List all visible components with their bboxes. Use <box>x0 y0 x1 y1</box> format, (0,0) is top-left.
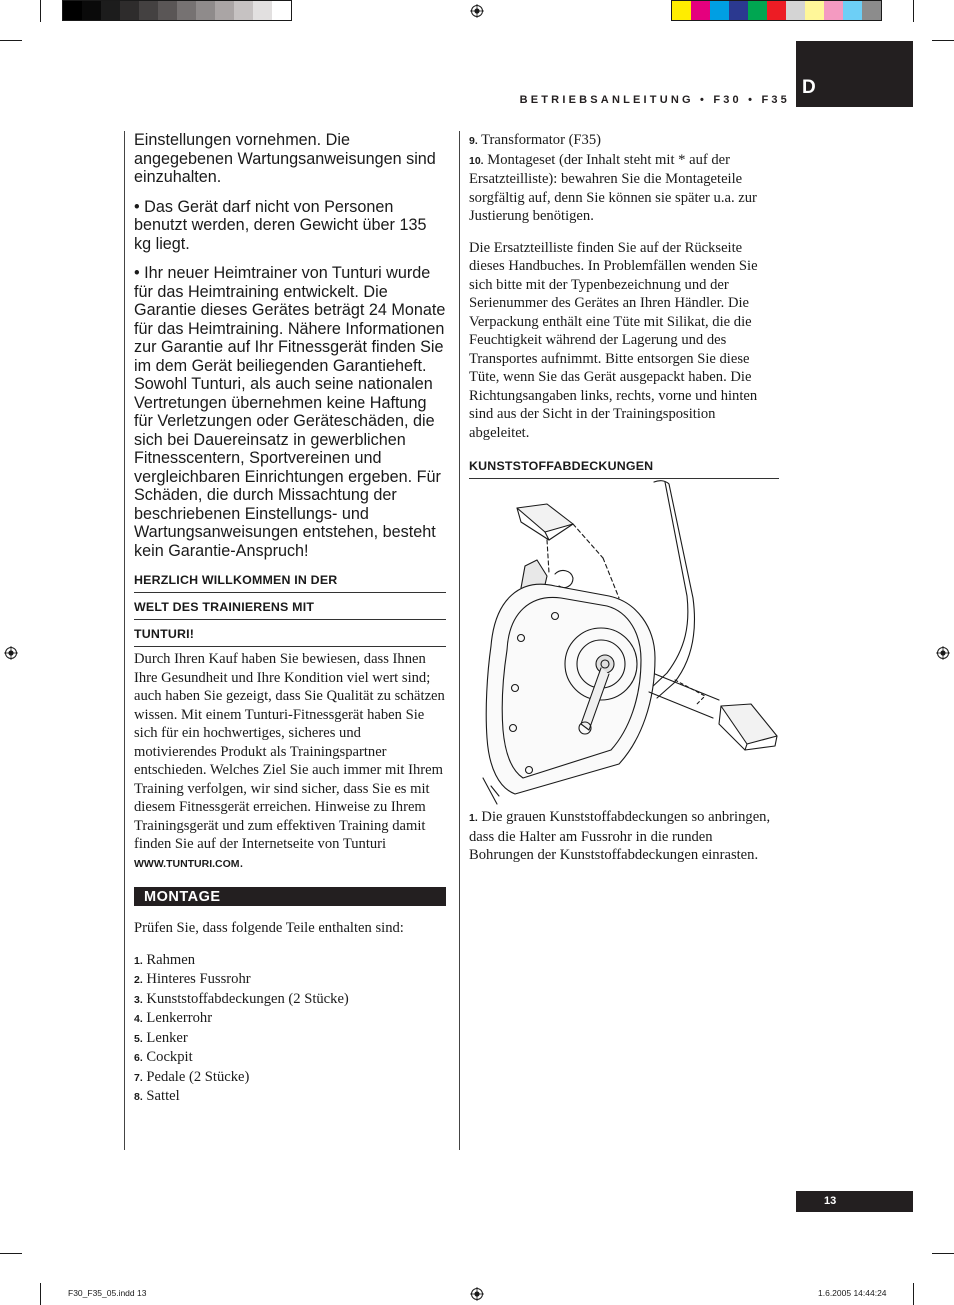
list-item <box>134 1009 446 1029</box>
language-tab <box>796 41 913 107</box>
list-item-text: Transformator (F35) <box>481 132 602 148</box>
gray-swatch <box>82 1 101 20</box>
welcome-heading-line: HERZLICH WILLKOMMEN IN DER <box>134 566 446 593</box>
list-item <box>134 1048 446 1068</box>
list-item <box>134 1029 446 1049</box>
gray-swatch <box>177 1 196 20</box>
column-rule-middle <box>459 131 460 1150</box>
list-item-text: Kunststoffabdeckungen (2 Stücke) <box>146 990 349 1007</box>
welcome-heading <box>134 566 446 647</box>
list-item-number: 5. <box>134 1032 143 1045</box>
registration-mark-right <box>936 646 950 660</box>
plastic-covers-illustration <box>469 478 780 808</box>
list-item <box>134 1068 446 1088</box>
list-item <box>134 970 446 990</box>
left-column <box>134 131 446 1107</box>
color-swatch <box>824 1 843 20</box>
list-item-number: 1. <box>134 954 143 967</box>
weight-limit-paragraph: • Das Gerät darf nicht von Personen benutzt werden, deren Gewicht über 135 kg liegt. <box>134 197 427 253</box>
list-item-text: Rahmen <box>146 951 196 968</box>
running-head: BETRIEBSANLEITUNG • F30 • F35 <box>519 94 790 106</box>
gray-swatch <box>139 1 158 20</box>
list-item-number: 7. <box>134 1071 143 1084</box>
registration-mark-left <box>4 646 18 660</box>
gray-swatch <box>272 1 291 20</box>
slug-file: F30_F35_05.indd 13 <box>68 1288 147 1298</box>
assembly-step-text <box>469 808 779 865</box>
column-rule-left <box>124 131 125 1150</box>
gray-swatch <box>120 1 139 20</box>
list-item <box>469 131 779 151</box>
list-item-number: 3. <box>134 993 143 1006</box>
list-item-number: 8. <box>134 1091 143 1103</box>
color-swatch <box>672 1 691 20</box>
gray-swatch <box>253 1 272 20</box>
website-suffix: . <box>239 854 244 871</box>
color-swatch <box>862 1 881 20</box>
intro-paragraphs <box>134 131 446 560</box>
gray-swatch <box>101 1 120 20</box>
welcome-heading-line: TUNTURI! <box>134 620 446 647</box>
list-item-number: 10. <box>469 154 484 167</box>
welcome-heading-line: WELT DES TRAINIERENS MIT <box>134 593 446 620</box>
welcome-body: Durch Ihren Kauf haben Sie bewiesen, dass Ihnen Ihre Gesundheit und Ihre Kondition viel wert sind; auch haben Sie gezeigt, dass Sie Qualität zu schätzen wissen. Mit einem Tunturi-Fitnessgerät haben Sie sich für ein hochwertiges, sicheres und motivierendes Produkt als Trainingspartner entschieden. Welches Ziel Sie auch immer mit Ihrem Training verfolgen, wir sind sicher, dass Sie es mit diesem Fitnessgerät erreichen. Hinweise zu Ihrem Trainingsgerät und zum effektiven Training damit finden Sie auf der Internetseite von Tunturi <box>134 651 445 852</box>
list-item-number: 4. <box>134 1013 143 1025</box>
list-item-text: Montageset (der Inhalt steht mit * auf der Ersatzteilliste): bewahren Sie die Montageteile sorgfältig auf, denn Sie können sie später u.a. zur Justierung benötigen. <box>469 151 757 224</box>
slug-date: 1.6.2005 14:44:24 <box>818 1288 887 1298</box>
gray-swatch <box>158 1 177 20</box>
gray-swatch <box>63 1 82 20</box>
list-item-text: Sattel <box>146 1088 180 1104</box>
list-item-text: Cockpit <box>146 1049 193 1065</box>
covers-heading: KUNSTSTOFFABDECKUNGEN <box>469 452 779 479</box>
list-item <box>469 151 779 226</box>
list-item <box>134 951 446 971</box>
language-tab-letter: D <box>802 77 816 98</box>
list-item-number: 6. <box>134 1052 143 1064</box>
color-swatch <box>710 1 729 20</box>
list-item <box>134 1087 446 1107</box>
parts-list <box>134 951 446 1107</box>
montage-intro: Prüfen Sie, dass folgende Teile enthalten sind: <box>134 920 404 936</box>
parts-list-continued <box>469 131 779 226</box>
color-swatch <box>843 1 862 20</box>
spare-parts-text: Die Ersatzteilliste finden Sie auf der Rückseite dieses Handbuches. In Problemfällen wenden Sie sich bitte mit der Typenbezeichnung und der Serienummer des Gerätes an Ihren Händler. Die Verpackung enthält eine Tüte mit Silikat, die die Feuchtigkeit während der Lagerung und des Transportes aufnimmt. Bitte entsorgen Sie diese Tüte, wenn Sie das Gerät ausgepackt haben. Die Richtungsangaben links, rechts, vorne und hinten sind aus der Sicht in der Trainingsposition abgeleitet. <box>469 239 758 441</box>
color-swatch <box>805 1 824 20</box>
color-swatch <box>767 1 786 20</box>
website-link[interactable]: WWW.TUNTURI.COM <box>134 857 240 870</box>
list-item <box>134 990 446 1010</box>
gray-swatch <box>234 1 253 20</box>
registration-mark-top <box>470 4 484 18</box>
warranty-paragraph: • Ihr neuer Heimtrainer von Tunturi wurde für das Heimtraining entwickelt. Die Garantie dieses Gerätes beträgt 24 Monate für das Heimtraining. Nähere Informationen zur Garantie auf Ihr Fitnessgerät finden Sie im dem Gerät beiliegenden Garantieheft. Sowohl Tunturi, als auch seine nationalen Vertretungen übernehmen keine Haftung für Verletzungen oder Geräteschäden, die sich bei Dauereinsatz in gewerblichen Fitnesscentern, Sportvereinen und vergleichbaren Einrichtungen ergeben. Für Schäden, die durch Missachtung der beschriebenen Einstellungs- und Wartungsanweisungen entstehen, besteht kein Garantie-Anspruch! <box>134 264 446 560</box>
list-item-text: Lenkerrohr <box>146 1010 213 1026</box>
color-control-bar <box>671 0 882 21</box>
list-item-text: Hinteres Fussrohr <box>146 971 251 987</box>
list-item-number: 9. <box>469 135 478 147</box>
assembly-step-body: Die grauen Kunststoffabdeckungen so anbringen, dass die Halter am Fussrohr in die runden Bohrungen der Kunststoffabdeckungen einrasten. <box>469 809 771 863</box>
gray-swatch <box>196 1 215 20</box>
right-column <box>469 131 779 479</box>
montage-heading: MONTAGE <box>134 887 446 906</box>
page-number-tab <box>796 1191 913 1212</box>
registration-mark-bottom <box>470 1287 484 1301</box>
gray-swatch <box>215 1 234 20</box>
list-item-number: 2. <box>134 974 143 986</box>
color-swatch <box>786 1 805 20</box>
color-swatch <box>729 1 748 20</box>
list-item-text: Pedale (2 Stücke) <box>146 1068 250 1085</box>
list-item-text: Lenker <box>146 1029 188 1046</box>
intro-paragraph: Einstellungen vornehmen. Die angegebenen Wartungsanweisungen sind einzuhalten. <box>134 131 436 186</box>
welcome-text <box>134 650 446 873</box>
color-swatch <box>691 1 710 20</box>
assembly-step <box>469 808 779 865</box>
assembly-step-number: 1. <box>469 812 478 824</box>
color-swatch <box>748 1 767 20</box>
page-number: 13 <box>824 1195 837 1207</box>
grayscale-control-bar <box>62 0 292 21</box>
